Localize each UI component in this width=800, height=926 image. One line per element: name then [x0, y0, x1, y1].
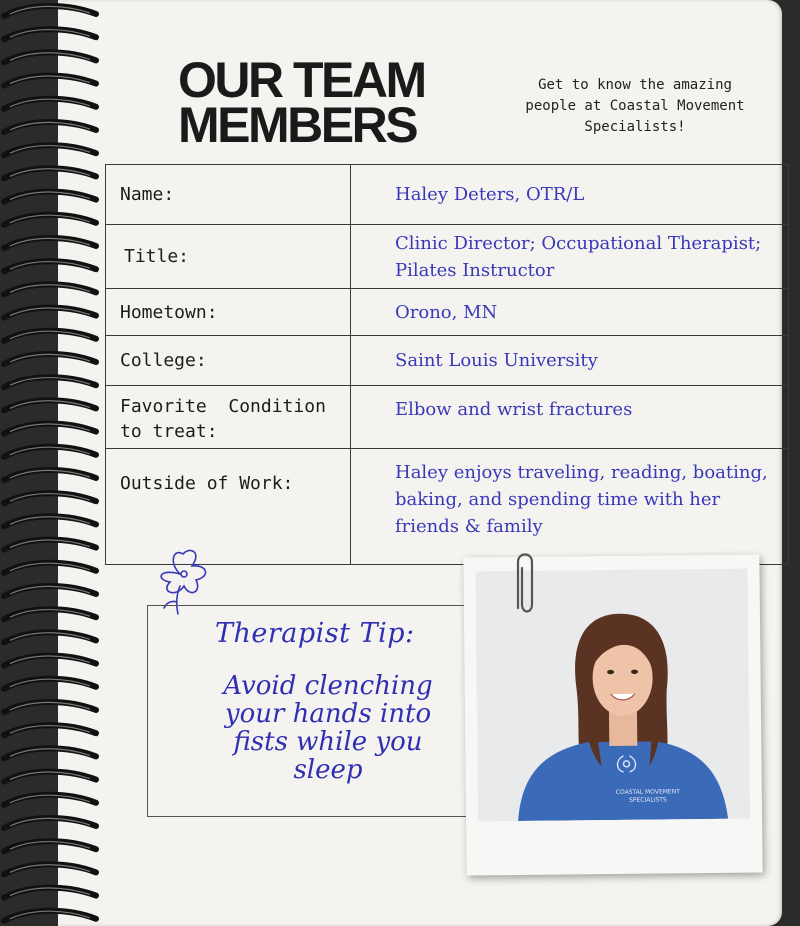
subtitle: Get to know the amazing people at Coastal Movement Specialists!: [525, 77, 745, 135]
outside-label: Outside of Work:: [106, 449, 351, 565]
title-label: Title:: [106, 225, 351, 289]
title-value: Clinic Director; Occupational Therapist; Pilates Instructor: [351, 225, 789, 289]
shirt-text-1: COASTAL MOVEMENT: [615, 788, 680, 796]
college-label: College:: [106, 336, 351, 386]
hometown-label: Hometown:: [106, 289, 351, 336]
polaroid-photo: [463, 554, 762, 875]
table-row: [106, 225, 789, 289]
hometown-value: Orono, MN: [351, 289, 789, 336]
paperclip-icon: [510, 548, 540, 620]
table-row: [106, 165, 789, 225]
condition-value: Elbow and wrist fractures: [351, 386, 789, 449]
outside-value: Haley enjoys traveling, reading, boating, baking, and spending time with her friends & family: [351, 449, 789, 565]
tip-heading: Therapist Tip:: [215, 618, 415, 649]
college-value: Saint Louis University: [351, 336, 789, 386]
table-row: [106, 289, 789, 336]
table-row: [106, 386, 789, 449]
spiral-binding: [0, 0, 110, 926]
name-label: Name:: [106, 165, 351, 225]
page-title: [178, 52, 425, 153]
table-row: [106, 336, 789, 386]
condition-label: Favorite Condition to treat:: [106, 386, 351, 449]
tip-body: Avoid clenching your hands into fists while you sleep: [223, 671, 433, 785]
shirt-text-2: SPECIALISTS: [629, 796, 667, 804]
name-value: Haley Deters, OTR/L: [351, 165, 789, 225]
title-line-2: MEMBERS: [178, 97, 417, 153]
title-line-1: OUR TEAM: [178, 52, 425, 108]
profile-table: [105, 164, 789, 565]
